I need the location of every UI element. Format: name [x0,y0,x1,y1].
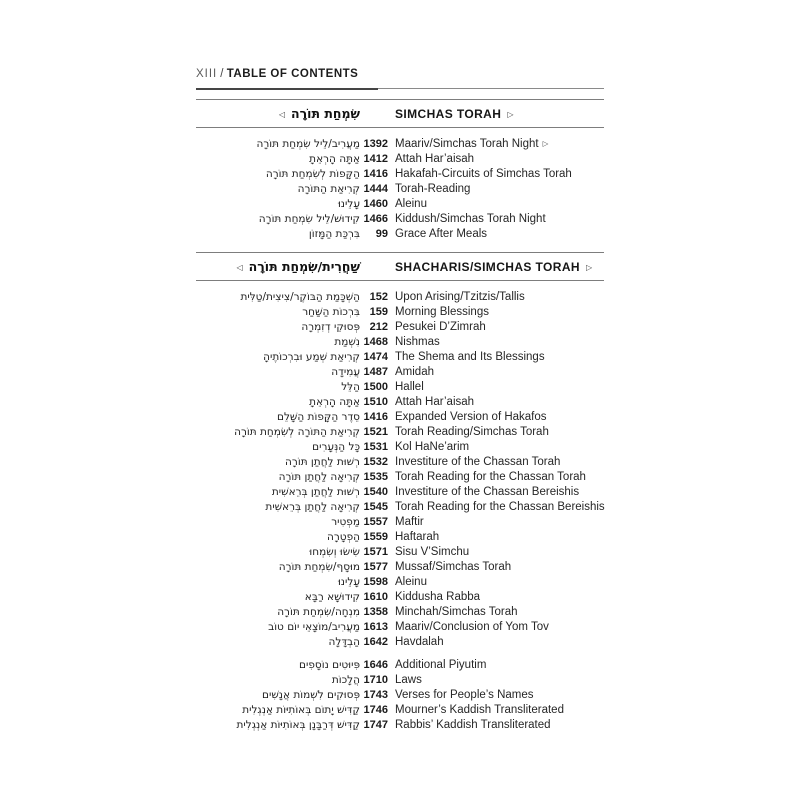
toc-row [196,530,604,545]
entry-hebrew: הַשְׁכָּמַת הַבּוֹקֶר/צִיצִית/טַלִּית [240,291,360,303]
toc-row [196,470,604,485]
toc-row [196,515,604,530]
entry-page-number: 1532 [363,456,388,468]
entry-english-text: Expanded Version of Hakafos [395,411,547,423]
entry-english [388,137,604,152]
entry-hebrew: סֵדֶר הַקָּפוֹת הַשָּׁלֵם [276,411,360,423]
entry-page-number: 1746 [363,704,388,716]
toc-row [196,197,604,212]
entry-page-number: 1535 [363,471,388,483]
entry-page-number: 1358 [363,606,388,618]
entry-english [388,335,604,350]
entry-page-number: 1642 [363,636,388,648]
entry-english-text: Investiture of the Chassan Torah [395,456,561,468]
entry-hebrew: אַתָּה הָרְאֵתָ [309,396,360,408]
entry-english-text: Torah Reading for the Chassan Bereishis [395,501,605,513]
entry-english [388,167,604,182]
entry-english-text: Pesukei D’Zimrah [395,321,486,333]
toc-row [196,152,604,167]
toc-row [196,545,604,560]
toc-row [196,575,604,590]
entry-hebrew: הַלֵּל [341,381,360,393]
entry-english [388,197,604,212]
entry-english [388,152,604,167]
header-rule [196,88,378,90]
entry-english [388,620,604,635]
toc-row [196,290,604,305]
entry-hebrew: עָלֵינוּ [337,576,360,588]
entry-english [388,485,604,500]
entry-hebrew: הַפְטָרָה [326,531,360,543]
section-arrow-left-icon: ◁ [278,110,286,119]
entry-english-text: Hakafah-Circuits of Simchas Torah [395,168,572,180]
section-english-title: SHACHARIS/SIMCHAS TORAH [395,260,580,274]
continue-arrow-icon: ▷ [542,139,549,148]
entry-english-text: Hallel [395,381,424,393]
section-hebrew-title: שִׂמְחַת תּוֹרָה [291,106,360,121]
section-hebrew-cell [196,105,360,123]
entry-page-number: 1710 [363,674,388,686]
entry-english-text: Aleinu [395,576,427,588]
toc-row [196,703,604,718]
section-english-cell [388,105,604,123]
entry-hebrew: הַקָּפוֹת לְשִׂמְחַת תּוֹרָה [265,168,360,180]
toc-row [196,455,604,470]
toc-row [196,365,604,380]
toc-row [196,137,604,152]
entry-hebrew: קַדִּישׁ יָתוֹם בְּאוֹתִיּוֹת אַנְגְלִית [242,704,360,716]
entry-hebrew: עָלֵינוּ [337,198,360,210]
entry-english [388,290,604,305]
entry-page-number: 1500 [363,381,388,393]
entry-hebrew: קִידוּשׁ/לֵיל שִׂמְחַת תּוֹרָה [258,213,360,225]
entry-page-number: 1416 [363,168,388,180]
entry-hebrew: קְרִיאַת שְׁמַע וּבִרְכוֹתֶיהָ [263,351,360,363]
toc-section [196,99,604,242]
entry-page-number: 1598 [363,576,388,588]
entry-hebrew: קְרִיאָה לַחֲתַן בְּרֵאשִׁית [265,501,360,513]
page-title: TABLE OF CONTENTS [226,68,359,80]
entry-english [388,560,604,575]
toc-row [196,410,604,425]
entry-english [388,365,604,380]
section-rows [196,137,604,242]
entry-english [388,212,604,227]
entry-page-number: 1613 [363,621,388,633]
entry-english [388,575,604,590]
section-arrow-right-icon: ▷ [586,263,593,272]
section-rows [196,290,604,733]
toc-row [196,485,604,500]
entry-english [388,425,604,440]
entry-english [388,470,604,485]
entry-english-text: Attah Har’aisah [395,153,475,165]
toc-row [196,688,604,703]
entry-english-text: Laws [395,674,422,686]
entry-english-text: Torah Reading for the Chassan Torah [395,471,586,483]
entry-hebrew: עֲמִידָה [331,366,360,378]
entry-english-text: Nishmas [395,336,440,348]
entry-page-number: 1577 [363,561,388,573]
page-header [196,68,604,89]
entry-english-text: Amidah [395,366,434,378]
entry-page-number: 1610 [363,591,388,603]
entry-english [388,455,604,470]
toc-row [196,305,604,320]
toc-row [196,335,604,350]
section-english-cell [388,258,604,276]
entry-english [388,688,604,703]
entry-page-number: 1559 [363,531,388,543]
section-header [196,252,604,281]
entry-english [388,440,604,455]
entry-hebrew: הַבְדָּלָה [328,636,360,648]
entry-english [388,395,604,410]
toc-row [196,167,604,182]
toc-section [196,252,604,733]
entry-page-number: 1510 [363,396,388,408]
entry-english [388,500,605,515]
entry-english-text: Investiture of the Chassan Bereishis [395,486,580,498]
entry-english-text: Sisu V’Simchu [395,546,470,558]
header-separator: / [220,68,224,80]
toc-row [196,718,604,733]
entry-english-text: Morning Blessings [395,306,489,318]
entry-hebrew: פְּסוּקֵי דְזִמְרָה [301,321,360,333]
toc-row [196,212,604,227]
entry-page-number: 1531 [363,441,388,453]
entry-english-text: Additional Piyutim [395,659,487,671]
entry-hebrew: קְרִיאָה לַחֲתַן תּוֹרָה [278,471,360,483]
toc-row [196,182,604,197]
toc-row [196,440,604,455]
section-arrow-right-icon: ▷ [507,110,514,119]
entry-page-number: 1460 [363,198,388,210]
entry-english-text: Attah Har’aisah [395,396,475,408]
entry-english-text: Kiddush/Simchas Torah Night [395,213,546,225]
toc-row [196,635,604,650]
entry-page-number: 99 [375,228,388,240]
entry-hebrew: קַדִּישׁ דְּרַבָּנָן בְּאוֹתִיּוֹת אַנְגְלִית [236,719,360,731]
entry-english-text: Mourner’s Kaddish Transliterated [395,704,564,716]
section-english-title: SIMCHAS TORAH [395,107,502,121]
entry-hebrew: נִשְׁמַת [334,336,360,348]
entry-hebrew: קְרִיאַת הַתּוֹרָה לְשִׂמְחַת תּוֹרָה [234,426,360,438]
toc-row [196,560,604,575]
entry-hebrew: קְרִיאַת הַתּוֹרָה [297,183,360,195]
entry-english-text: Haftarah [395,531,440,543]
toc-row [196,350,604,365]
entry-hebrew: כָּל הַנְּעָרִים [312,441,360,453]
entry-english [388,320,604,335]
entry-english [388,605,604,620]
entry-english-text: Upon Arising/Tzitzis/Tallis [395,291,525,303]
toc-row [196,227,604,242]
entry-page-number: 1468 [363,336,388,348]
entry-page-number: 1545 [363,501,388,513]
entry-hebrew: מַפְטִיר [331,516,360,528]
entry-page-number: 1747 [363,719,388,731]
entry-page-number: 1743 [363,689,388,701]
entry-english-text: Maariv/Conclusion of Yom Tov [395,621,549,633]
entry-hebrew: מַעֲרִיב/מוֹצָאֵי יוֹם טוֹב [268,621,360,633]
entry-english-text: Kiddusha Rabba [395,591,481,603]
section-hebrew-title: שַׁחֲרִית/שִׂמְחַת תּוֹרָה [248,259,360,274]
entry-english [388,703,604,718]
page-number: XIII [196,68,218,80]
entry-english [388,227,604,242]
entry-english-text: Minchah/Simchas Torah [395,606,518,618]
entry-page-number: 1521 [363,426,388,438]
entry-page-number: 1412 [363,153,388,165]
entry-hebrew: פְּסוּקִים לִשְׁמוֹת אֲנָשִׁים [262,689,360,701]
entry-hebrew: פִּיוּטִים נוֹסָפִים [299,659,360,671]
entry-english-text: Maftir [395,516,424,528]
entry-hebrew: קִידוּשָׁא רַבָּא [304,591,360,603]
toc-row [196,620,604,635]
entry-english-text: Verses for People’s Names [395,689,534,701]
entry-hebrew: בִּרְכַּת הַמָּזוֹן [308,228,360,240]
toc-row [196,673,604,688]
entry-page-number: 1466 [363,213,388,225]
entry-hebrew: מַעֲרִיב/לֵיל שִׂמְחַת תּוֹרָה [256,138,360,150]
entry-english [388,182,604,197]
entry-page-number: 1557 [363,516,388,528]
entry-hebrew: מוּסָף/שִׂמְחַת תּוֹרָה [278,561,360,573]
toc-row [196,395,604,410]
entry-english [388,305,604,320]
entry-english [388,718,604,733]
entry-english-text: Kol HaNe’arim [395,441,470,453]
entry-page-number: 1540 [363,486,388,498]
entry-english [388,380,604,395]
entry-page-number: 1416 [363,411,388,423]
entry-english-text: Grace After Meals [395,228,488,240]
entry-page-number: 159 [369,306,388,318]
toc-row [196,425,604,440]
entry-page-number: 1646 [363,659,388,671]
section-arrow-left-icon: ◁ [236,263,243,272]
toc-row [196,605,604,620]
entry-english [388,658,604,673]
entry-english [388,530,604,545]
entry-english [388,673,604,688]
toc-page [196,68,604,733]
entry-page-number: 1444 [363,183,388,195]
row-group [196,658,604,733]
entry-page-number: 1571 [363,546,388,558]
entry-english-text: Torah Reading/Simchas Torah [395,426,549,438]
entry-english-text: Rabbis’ Kaddish Transliterated [395,719,551,731]
entry-page-number: 152 [369,291,388,303]
toc-row [196,590,604,605]
entry-english [388,545,604,560]
entry-english-text: Havdalah [395,636,444,648]
row-group [196,137,604,242]
toc-row [196,658,604,673]
section-hebrew-cell [196,258,360,276]
sections-container [196,99,604,733]
toc-row [196,320,604,335]
entry-english [388,350,604,365]
entry-english [388,515,604,530]
entry-english [388,635,604,650]
entry-english-text: Torah-Reading [395,183,471,195]
entry-page-number: 212 [369,321,388,333]
entry-english [388,590,604,605]
toc-row [196,500,604,515]
entry-hebrew: רְשׁוּת לַחֲתַן בְּרֵאשִׁית [271,486,360,498]
entry-page-number: 1474 [363,351,388,363]
entry-hebrew: שִׂישׂוּ וְשִׂמְחוּ [309,546,360,558]
section-header [196,99,604,128]
entry-hebrew: אַתָּה הָרְאֵתָ [309,153,360,165]
entry-hebrew: בִּרְכוֹת הַשַּׁחַר [302,306,360,318]
entry-english-text: Mussaf/Simchas Torah [395,561,512,573]
toc-row [196,380,604,395]
entry-page-number: 1487 [363,366,388,378]
entry-hebrew: מִנְחָה/שִׂמְחַת תּוֹרָה [277,606,360,618]
entry-hebrew: הֲלָכוֹת [331,674,360,686]
entry-english [388,410,604,425]
entry-english-text: The Shema and Its Blessings [395,351,545,363]
entry-english-text: Maariv/Simchas Torah Night [395,138,539,150]
row-group [196,290,604,650]
entry-hebrew: רְשׁוּת לַחֲתַן תּוֹרָה [285,456,360,468]
entry-english-text: Aleinu [395,198,427,210]
entry-page-number: 1392 [363,138,388,150]
